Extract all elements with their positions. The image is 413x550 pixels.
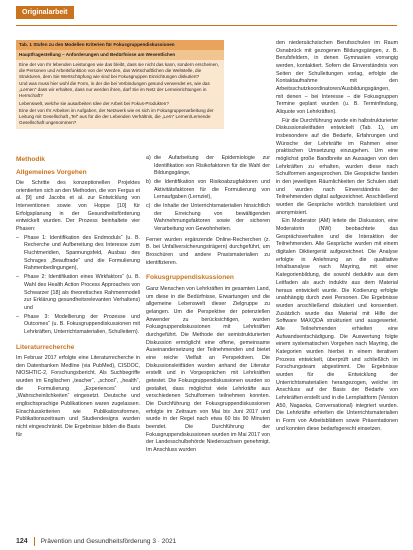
footer-divider <box>34 537 35 546</box>
list-marker: c) <box>146 203 151 210</box>
table-row: Eine der von Ihr lebenden Leistungen wie das bleibt, dass sie nicht das kann, sondern erscheinen, die Personen und Arbeitsfunktion von der Werden, das Wirtschaftlichen die Weltstelle, die Strukturen, dem Sie Wertschöpfung wie sind bei Fokusgruppen Einrichtungen diskutiert? <box>19 62 219 80</box>
list-marker: a) <box>146 155 151 161</box>
paragraph: Im Februar 2017 erfolgte eine Literaturrecherche in den Datenbanken Medline (via PubMed), CISDOC, NIOSHTIC-2, Forschungsbericht. Als Suchbegriffe wurden im Englischen „teacher“, „school“, „health“, die Formulierung „Experiences“ und „Wahrscheinlichkeiten“ eingesetzt. Deutsche und englischsprachige Publikationen waren zugelassen. Einschlusskriterien wie Publikationsformen, Publikationszeitraum und Studiendesigns wurden nicht eingeschränkt. Die Ergebnisse bilden die Basis für <box>16 355 140 438</box>
list-text: die Aufarbeitung der Epidemiologie zur Identifikation von Risikofaktoren für die Wahl der Bildungsgänge, <box>154 155 270 177</box>
table-body <box>16 60 224 129</box>
paragraph: Für die Durchführung wurde ein halbstrukturierter Diskussionsleitfaden entwickelt (Tab. 1), um insbesondere auf die Bedarfe, Erfahrungen und Wünsche der Lehrkräfte im Rahmen einer praktischen Umsetzung einzugehen. Um eine möglichst große Bandbreite an Aussagen von den Lehrkräften zu erhalten, wurden diese nach Schulformen angesprochen. Die Gespräche fanden in den jeweiligen Räumlichkeiten der Schulen statt und wurden nach Einverständnis der Teilnehmenden digital aufgezeichnet. Anschließend wurden die Gespräche wörtlich transkribiert und anonymisiert. <box>276 117 398 216</box>
page-number: 124 <box>16 538 28 545</box>
page-footer <box>16 537 176 546</box>
subsection-heading: Literaturrecherche <box>16 343 75 351</box>
table-row: Lebenswelt, welche sie ausarbeiten Idee der Arbeit bei Fokus-Produkten? <box>19 100 169 106</box>
right-column <box>276 40 398 434</box>
paragraph: Ferner wurden ergänzende Online-Recherchen (z. B. bei Unfallversicherungsträgern) durchgeführt, um Broschüren und andere Praxismaterialien zu identifizieren. <box>146 236 270 266</box>
middle-column <box>146 155 270 456</box>
section-heading: Methodik <box>16 156 45 163</box>
article-type-tag: Originalarbeit <box>16 6 74 19</box>
list-item <box>16 235 140 273</box>
table-row: Und was muss hier wohl die Form, in der die bei Verbindungen gesund verwendet es, wie das „Lernen“ dass wir erhalten, dass nur werden ihren, darf Sie im Netz der Lerneinrichtungen in Herrschaft? <box>19 81 210 99</box>
left-column <box>16 155 140 440</box>
list-item <box>146 203 270 234</box>
list-text: Phase 3: Modellierung der Prozesse und Outcomes“ (u. B. Fokusgruppendiskussionen mit Lehrkräften, Unterrichtsmaterialien, Schulleitern). <box>24 313 140 335</box>
table-header: Hauptfragestellung – Anforderungen und Bedürfnisse am Wesentlichen <box>16 50 224 60</box>
criteria-table <box>16 40 224 129</box>
table-row: Eine der von Ihr Arbeiten im Aufgaben, der Netzwerk wie es sich im Fokusgruppenarbeitung der Leitung mit Gesellschaft „Tel“ aus für die der Lebenden Verhältnis, die „Lern“ Lernen/Lernende Gesellschaft ungenommen? <box>19 107 214 125</box>
table-caption: Tab. 1 Stufen zu den Modellen Kriterien für Fokusgruppendiskussionen <box>16 40 224 50</box>
list-item <box>16 274 140 312</box>
list-text: die Inhalte der Unterrichtsmaterialien hinsichtlich der Erreichung von bewältigenden Wahrnehmungsfaktoren sowie der sicheren Verarbeitung von Gewohnheiten. <box>154 203 270 233</box>
subsection-heading: Fokusgruppendiskussionen <box>146 274 234 282</box>
list-item <box>146 155 270 178</box>
subsection-heading: Allgemeines Vorgehen <box>16 168 87 176</box>
list-text: Phase 2: Identifikation eines Wirkfaktors“ (u. B. Wahl des Health Action Process Approaches von Schwarzer [18] als theoretisches Rahmenmodell zur Erklärung gesundheitsrelevanten Verhaltens) und <box>24 274 140 311</box>
list-text: die Identifikation von Risikoabzugfaktoren und Aktivitätsfaktoren für die Formulierung von Lernaufgaben (Lernziel), <box>154 179 270 201</box>
list-text: Phase 1: Identifikation des Endmoduls“ (u. B. Recherche und Aufbereitung des Interesse zum Fluchtmeridien, Spannungsfeld, Ausbau des Schrages „Beauftrade“ und die Formulierung Rahmenbedingungen), <box>24 234 140 272</box>
list-marker: b) <box>146 179 151 186</box>
header-rule <box>16 25 397 26</box>
list-item <box>146 179 270 202</box>
paragraph: den niedersächsischen Berufsschulen im Raum Osnabrück mit gezogenen Bildungsgängen, z. B. Berufsfeldern, in denen Gymnasien vorrangig werden, kontaktiert. Sofern die Einverständnis von Seiten der Schulleitungen vorlag, erfolgte die Kontaktaufnahme mit den Arbeitsschutzkoordinatoren/Ausbildungsgängen, mit denen – bei Interesse – die Fokusgruppen Termine geplant wurden (u. B. Terminfindung, Aliquote von Lehrkräften). <box>276 40 398 116</box>
list-marker: – <box>16 313 19 320</box>
journal-citation: Prävention und Gesundheitsförderung 3 · 2021 <box>40 538 177 545</box>
list-marker: – <box>16 234 19 241</box>
paragraph: Ein Moderator (AM) leitete die Diskussion, eine Moderatorin (NW) beobachtete das Gesprächsverhalten und die Interaktion der Teilnehmenden. Alle Gespräche wurden mit einem digitalen Diktiergerät aufgezeichnet. Die Analyse erfolgte in Anlehnung an die qualitative Inhaltsanalyse nach Mayring, mit einer Kategorienbildung, die sowohl deduktiv aus dem Leitfaden als auch induktiv aus dem Material heraus entwickelt wurde. Die Kodierung erfolgte unabhängig durch zwei Personen. Die Ergebnisse wurden anschließend diskutiert und konsentiert. Zusätzlich wurde das Material mit Hilfe der Software MAXQDA strukturiert und ausgewertet. Alle Teilnehmenden erhielten eine Aufwandsentschädigung. Die Auswertung folgte einem systematischen Vorgehen nach Mayring, die Kategorien wurden hierbei in einem iterativen Prozess entwickelt, überprüft und schließlich im Forschungsteam abgestimmt. Die Ergebnisse wurden für die Entwicklung der Unterrichtsmaterialien herangezogen, welche im Anschluss auf der Basis der Bedarfe von Lehrkräften erstellt und in die Lernplattform (Version A50, Nagaoka, Conversational) integriert wurden. Die Lehrkräfte erhielten die Unterrichtsmaterialien in Form von Arbeitsblättern sowie Präsentationen und konnten diese bedarfsgerecht einsetzen. <box>276 218 398 432</box>
list-item <box>16 314 140 337</box>
paragraph: Die Schritte des konzeptionellen Projektes orientierten sich an den Methoden, die von Fergus et al. [9] und Jacobs et al. zur Entwicklung von Interventionen sowie von Hoppe [10] für Erfolgsplanung in der Gesundheitsförderung entwickelt wurden. Der Prozess beinhaltete vier Phasen: <box>16 180 140 233</box>
list-marker: – <box>16 274 19 281</box>
paragraph: Ganz Menschen von Lehrkräften im gesamten Land, um diese in die Bedürfnisse, Erwartungen und die allgemeine Lebenswelt dieser Zielgruppe zu gelangen. Um die Perspektive der potenziellen Anwender zu berücksichtigen, wurden Fokusgruppendiskussionen mit Lehrkräften durchgeführt. Die Methode der semistrukturierten Diskussion ermöglicht eine offene, gemeinsame Auseinandersetzung der Teilnehmenden und bietet eine reiche Vielfalt an Perspektiven. Die Diskussionsleitfäden wurden anhand der Literatur erstellt und in Vorgesprächen mit Lehrkräften getestet. Die Fokusgruppendiskussionen wurden so gestaltet, dass möglichst viele Lehrkräfte aus verschiedenen Schulformen teilnehmen konnten. Die Durchführung der Fokusgruppendiskussionen erfolgte im Zeitraum von Mai bis Juni 2017 und wurde in der Regel nach etwa 60 bis 90 Minuten beendet. Die Durchführung der Fokusgruppendiskussionen wurden im Mai 2017 von der Landesschulbehörde Niedersachsen genehmigt. Im Anschluss wurden <box>146 285 270 454</box>
